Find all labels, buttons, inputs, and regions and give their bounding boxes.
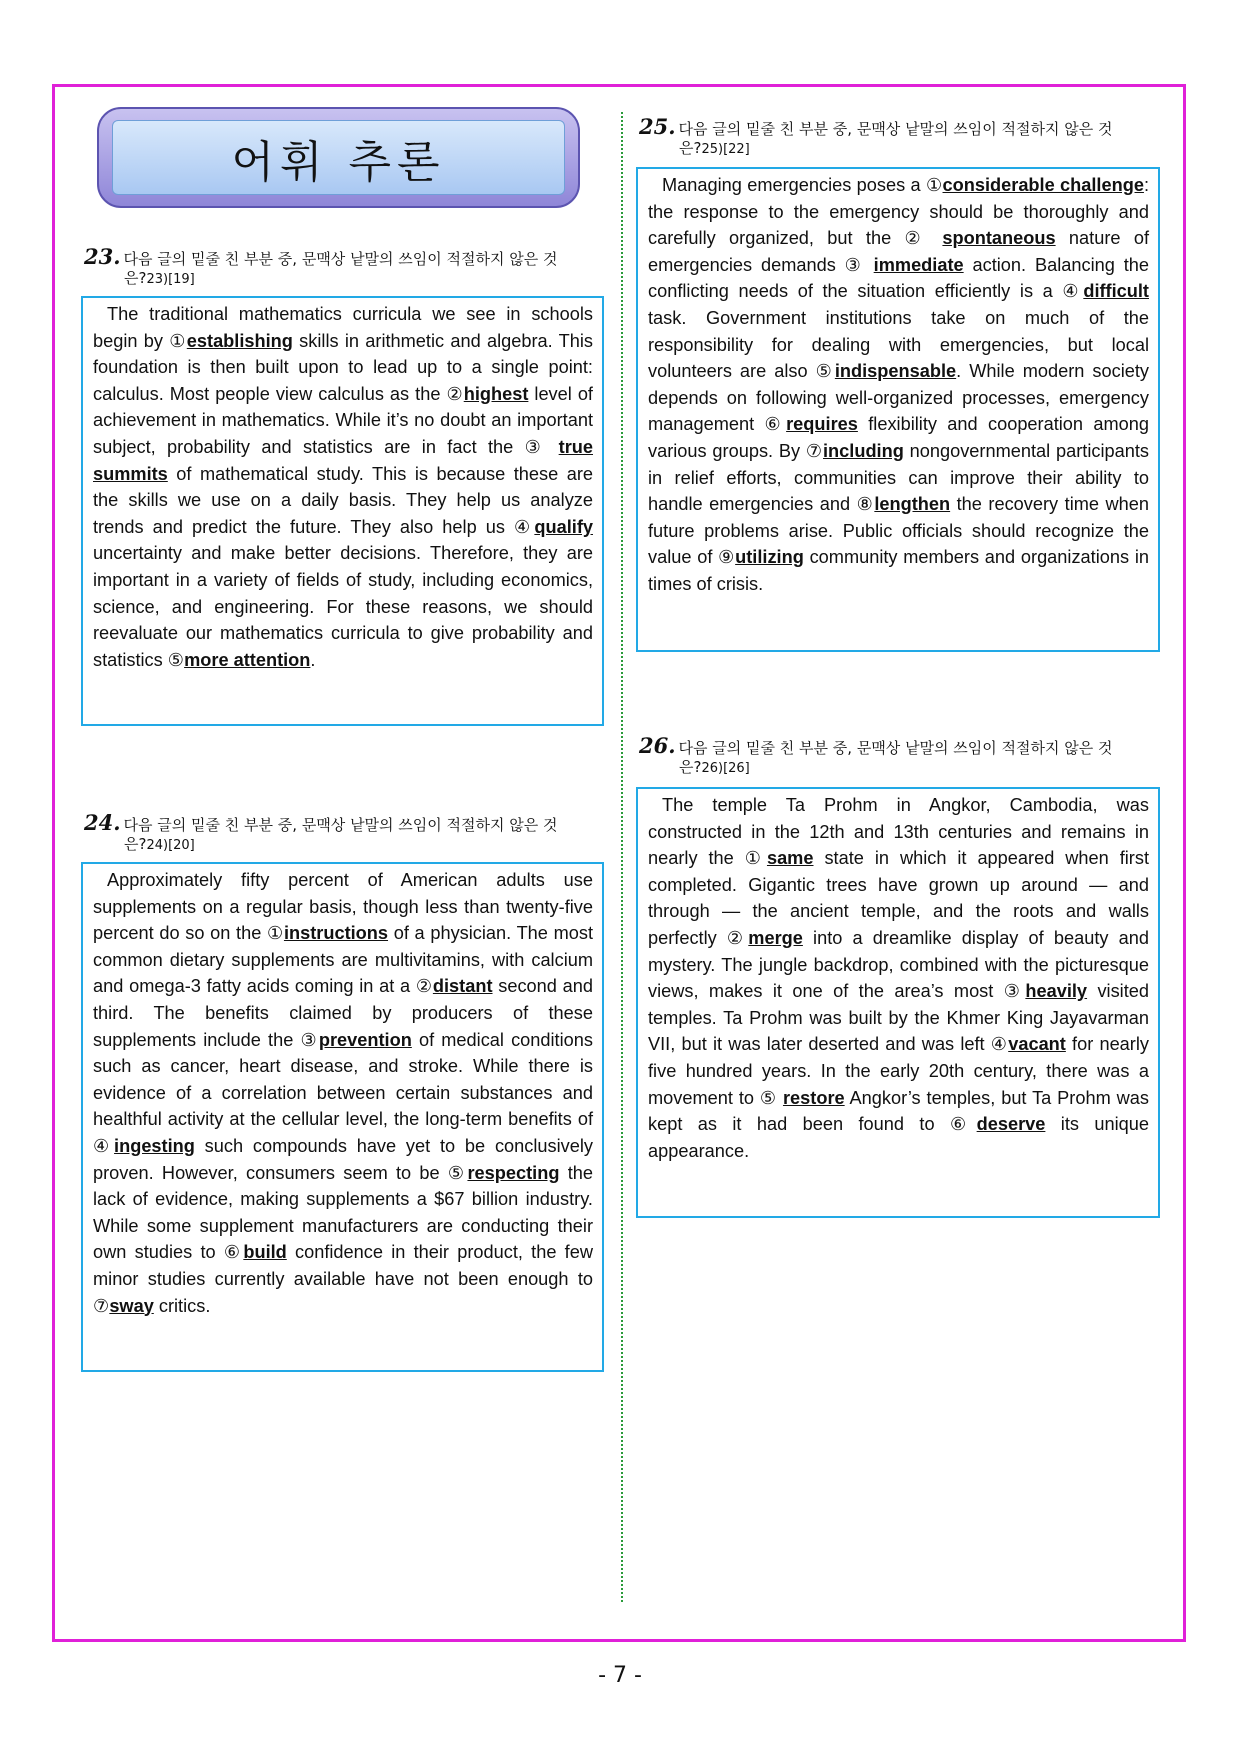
- passage-segment: nongovernmental participants in relief efforts, communities can improve their ability to handle emergencies and ⑧: [648, 440, 1149, 515]
- question-24-passage: [81, 862, 604, 1372]
- passage-segment: such compounds have yet to be conclusively proven. However, consumers seem to be ⑤: [93, 1135, 593, 1183]
- underlined-word: instructions: [283, 923, 389, 944]
- underlined-word: spontaneous: [942, 228, 1056, 249]
- underlined-word: vacant: [1008, 1034, 1066, 1055]
- passage-segment: flexibility and cooperation among various groups. By ⑦: [648, 414, 1149, 461]
- underlined-word: deserve: [976, 1114, 1046, 1135]
- underlined-word: true summits: [93, 436, 593, 484]
- question-25-passage: [636, 167, 1160, 652]
- question-23-passage: [81, 296, 604, 726]
- passage-text: [93, 867, 593, 1319]
- underlined-word: considerable challenge: [942, 175, 1144, 195]
- question-prompt-end: 은?: [679, 139, 702, 157]
- passage-text: [648, 172, 1149, 598]
- underlined-word: respecting: [467, 1162, 560, 1183]
- underlined-word: including: [823, 440, 904, 461]
- page-number: - 7 -: [598, 1663, 642, 1688]
- underlined-word: ingesting: [114, 1135, 195, 1156]
- underlined-word: lengthen: [874, 494, 951, 515]
- question-reference: 25)[22]: [701, 142, 750, 157]
- passage-segment: of a physician. The most common dietary supplements are multivitamins, with calcium and omega-3 fatty acids coming in at a ②: [93, 923, 593, 997]
- passage-segment: action. Balancing the conflicting needs of the situation efficiently is a ④: [648, 254, 1149, 302]
- question-number: 23.: [84, 244, 121, 269]
- question-number: 25.: [639, 114, 676, 139]
- passage-segment: .: [310, 649, 316, 670]
- underlined-word: build: [243, 1242, 287, 1263]
- question-prompt-end: 은?: [679, 758, 702, 776]
- passage-text: [93, 301, 593, 673]
- question-26-passage: [636, 787, 1160, 1218]
- passage-segment: the recovery time when future problems arise. Public officials should recognize the value of ⑨: [648, 494, 1149, 568]
- question-reference: 26)[26]: [701, 761, 750, 776]
- passage-segment: level of achievement in mathematics. While it’s no doubt an important subject, probability and statistics are in fact the ③: [93, 383, 593, 457]
- passage-segment: into a dreamlike display of beauty and mystery. The jungle backdrop, combined with the picturesque views, makes it one of the area’s most ③: [648, 927, 1149, 1002]
- question-23-header: [84, 244, 604, 289]
- passage-segment: Approximately fifty percent of American adults use supplements on a regular basis, though less than twenty-five percent do so on the ①: [93, 870, 593, 944]
- question-prompt: 다음 글의 밑줄 친 부분 중, 문맥상 낱말의 쓰임이 적절하지 않은 것: [678, 739, 1113, 757]
- question-prompt-end: 은?: [124, 835, 147, 853]
- passage-segment: of mathematical study. This is because these are the skills we use on a daily basis. They help us analyze trends and predict the future. They also help us ④: [93, 463, 593, 537]
- passage-segment: . While modern society depends on following well-organized processes, emergency management ⑥: [648, 361, 1149, 435]
- underlined-word: requires: [786, 414, 858, 435]
- question-26-header: [639, 733, 1161, 778]
- passage-text: [648, 792, 1149, 1164]
- underlined-word: difficult: [1083, 281, 1149, 302]
- underlined-word: restore: [782, 1087, 845, 1108]
- passage-segment: visited temples. Ta Prohm was built by the Khmer King Jayavarman VII, but it was later deserted and was left ④: [648, 981, 1150, 1055]
- section-title-panel: [112, 120, 565, 195]
- underlined-word: immediate: [873, 254, 964, 275]
- question-prompt: 다음 글의 밑줄 친 부분 중, 문맥상 낱말의 쓰임이 적절하지 않은 것: [123, 250, 558, 268]
- underlined-word: merge: [748, 927, 803, 948]
- underlined-word: same: [766, 848, 814, 869]
- passage-segment: its unique appearance.: [648, 1114, 1149, 1161]
- passage-segment: critics.: [153, 1295, 211, 1316]
- passage-segment: for nearly five hundred years. In the early 20th century, there was a movement to ⑤: [648, 1034, 1149, 1108]
- question-25-header: [639, 114, 1161, 159]
- column-divider: [621, 112, 623, 1602]
- underlined-word: sway: [109, 1295, 154, 1316]
- passage-segment: Managing emergencies poses a ①: [662, 175, 943, 195]
- passage-segment: uncertainty and make better decisions. Therefore, they are important in a variety of fields of study, including economics, science, and engineering. For these reasons, we should reevaluate our mathematics curricula to give probability and statistics ⑤: [93, 543, 593, 670]
- underlined-word: establishing: [186, 330, 293, 351]
- question-number: 26.: [639, 733, 676, 758]
- passage-segment: community members and organizations in times of crisis.: [648, 547, 1149, 594]
- passage-segment: second and third. The benefits claimed by producers of these supplements include the ③: [93, 976, 593, 1050]
- section-title: 어휘 추론: [231, 136, 446, 188]
- question-reference: 23)[19]: [146, 272, 195, 287]
- question-prompt: 다음 글의 밑줄 친 부분 중, 문맥상 낱말의 쓰임이 적절하지 않은 것: [678, 120, 1113, 138]
- underlined-word: qualify: [534, 516, 593, 537]
- underlined-word: prevention: [318, 1029, 412, 1050]
- question-reference: 24)[20]: [146, 838, 195, 853]
- underlined-word: utilizing: [735, 547, 804, 568]
- underlined-word: heavily: [1025, 981, 1088, 1002]
- passage-segment: The temple Ta Prohm in Angkor, Cambodia, was constructed in the 12th and 13th centuries and remains in nearly the ①: [648, 795, 1149, 869]
- passage-segment: of medical conditions such as cancer, heart disease, and stroke. While there is evidence of a correlation between certain substances and healthful activity at the cellular level, the long-term benefits of ④: [93, 1029, 593, 1156]
- passage-segment: : the response to the emergency should be thoroughly and carefully organized, but the ②: [648, 175, 1149, 249]
- passage-segment: state in which it appeared when first completed. Gigantic trees have grown up around — and through — the ancient temple, and the roots and walls perfectly ②: [648, 848, 1149, 948]
- passage-segment: skills in arithmetic and algebra. This foundation is then built upon to lead up to a single point: calculus. Most people view calculus as the ②: [93, 330, 594, 404]
- underlined-word: more attention: [184, 649, 311, 670]
- underlined-word: distant: [432, 976, 493, 997]
- passage-segment: Angkor’s temples, but Ta Prohm was kept as it had been found to ⑥: [648, 1087, 1149, 1135]
- question-prompt: 다음 글의 밑줄 친 부분 중, 문맥상 낱말의 쓰임이 적절하지 않은 것: [123, 816, 558, 834]
- passage-segment: nature of emergencies demands ③: [648, 228, 1149, 275]
- passage-segment: the lack of evidence, making supplements a $67 billion industry. While some supplement manufacturers are conducting their own studies to ⑥: [93, 1162, 593, 1263]
- question-number: 24.: [84, 810, 121, 835]
- question-prompt-end: 은?: [124, 269, 147, 287]
- section-title-banner: [97, 107, 580, 208]
- passage-segment: The traditional mathematics curricula we see in schools begin by ①: [93, 304, 593, 351]
- question-24-header: [84, 810, 604, 855]
- passage-segment: confidence in their product, the few minor studies currently available have not been enough to ⑦: [93, 1242, 593, 1316]
- underlined-word: indispensable: [834, 361, 957, 382]
- underlined-word: highest: [463, 383, 529, 404]
- passage-segment: task. Government institutions take on much of the responsibility for dealing with emergencies, but local volunteers are also ⑤: [648, 307, 1149, 382]
